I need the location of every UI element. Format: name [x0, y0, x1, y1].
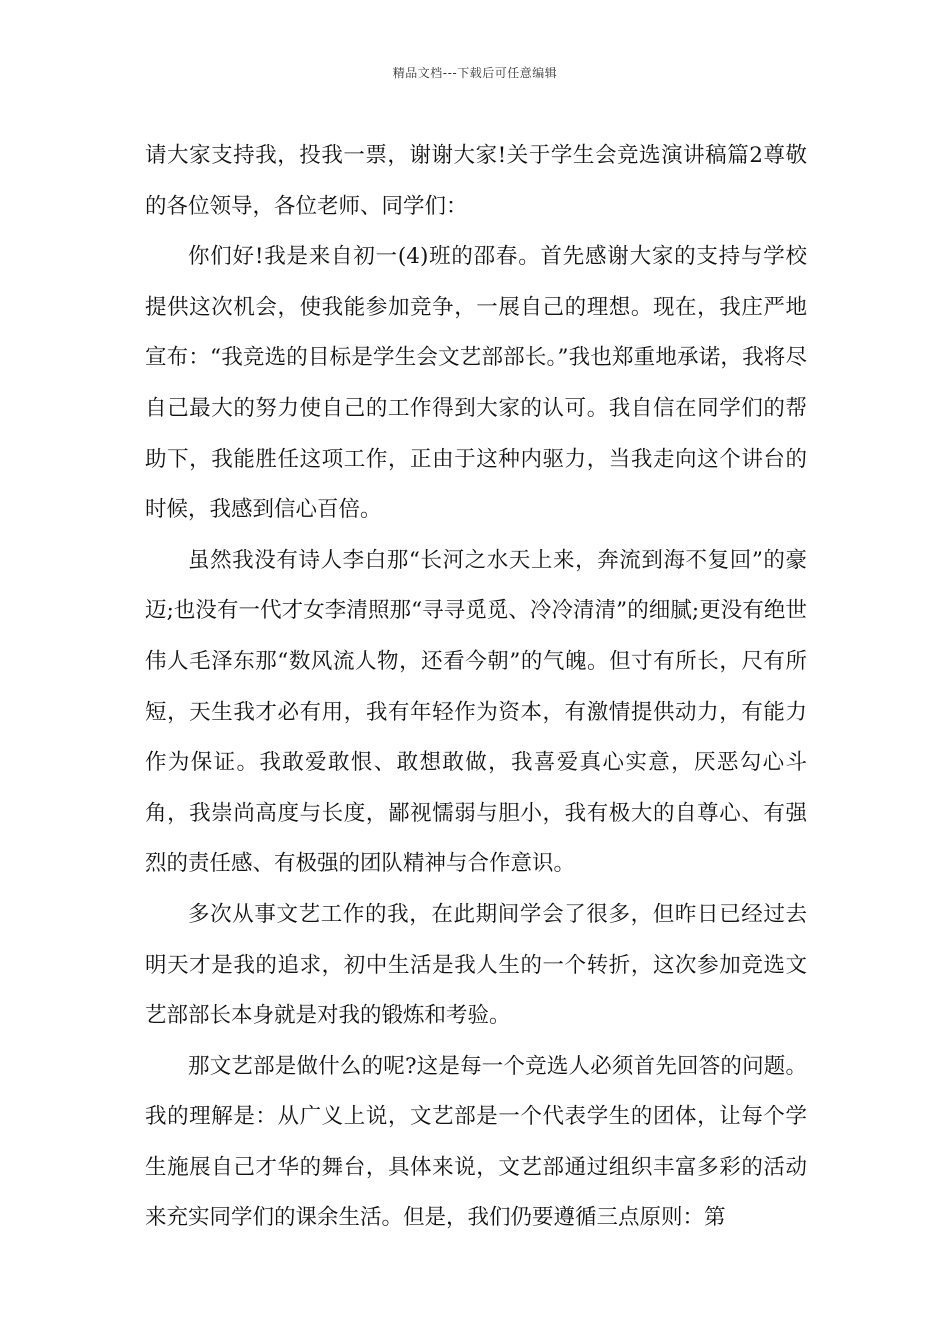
document-body [145, 131, 807, 1244]
paragraph-3: 虽然我没有诗人李白那“长河之水天上来，奔流到海不复回”的豪迈;也没有一代才女李清照那“寻寻觅觅、冷冷清清”的细腻;更没有绝世伟人毛泽东那“数风流人物，还看今朝”的气魄。但寸有所长，尺有所短，天生我才必有用，我有年轻作为资本，有激情提供动力，有能力作为保证。我敢爱敢恨、敢想敢做，我喜爱真心实意，厌恶勾心斗角，我崇尚高度与长度，鄙视懦弱与胆小，我有极大的自尊心、有强烈的责任感、有极强的团队精神与合作意识。 [145, 547, 807, 877]
paragraph-1: 请大家支持我，投我一票，谢谢大家!关于学生会竞选演讲稿篇2尊敬的各位领导，各位老师、同学们： [145, 143, 807, 219]
paragraph-4: 多次从事文艺工作的我，在此期间学会了很多，但昨日已经过去明天才是我的追求，初中生活是我人生的一个转折，这次参加竞选文艺部部长本身就是对我的锻炼和考验。 [145, 901, 807, 1029]
paragraph-2: 你们好!我是来自初一(4)班的邵春。首先感谢大家的支持与学校提供这次机会，使我能参加竞争，一展自己的理想。现在，我庄严地宣布：“我竞选的目标是学生会文艺部部长。”我也郑重地承诺，我将尽自己最大的努力使自己的工作得到大家的认可。我自信在同学们的帮助下，我能胜任这项工作，正由于这种内驱力，当我走向这个讲台的时候，我感到信心百倍。 [145, 244, 807, 523]
paragraph-5: 那文艺部是做什么的呢?这是每一个竞选人必须首先回答的问题。我的理解是：从广义上说，文艺部是一个代表学生的团体，让每个学生施展自己才华的舞台，具体来说，文艺部通过组织丰富多彩的活动来充实同学们的课余生活。但是，我们仍要遵循三点原则：第 [145, 1053, 807, 1231]
page-header: 精品文档---下载后可任意编辑 [392, 66, 558, 80]
